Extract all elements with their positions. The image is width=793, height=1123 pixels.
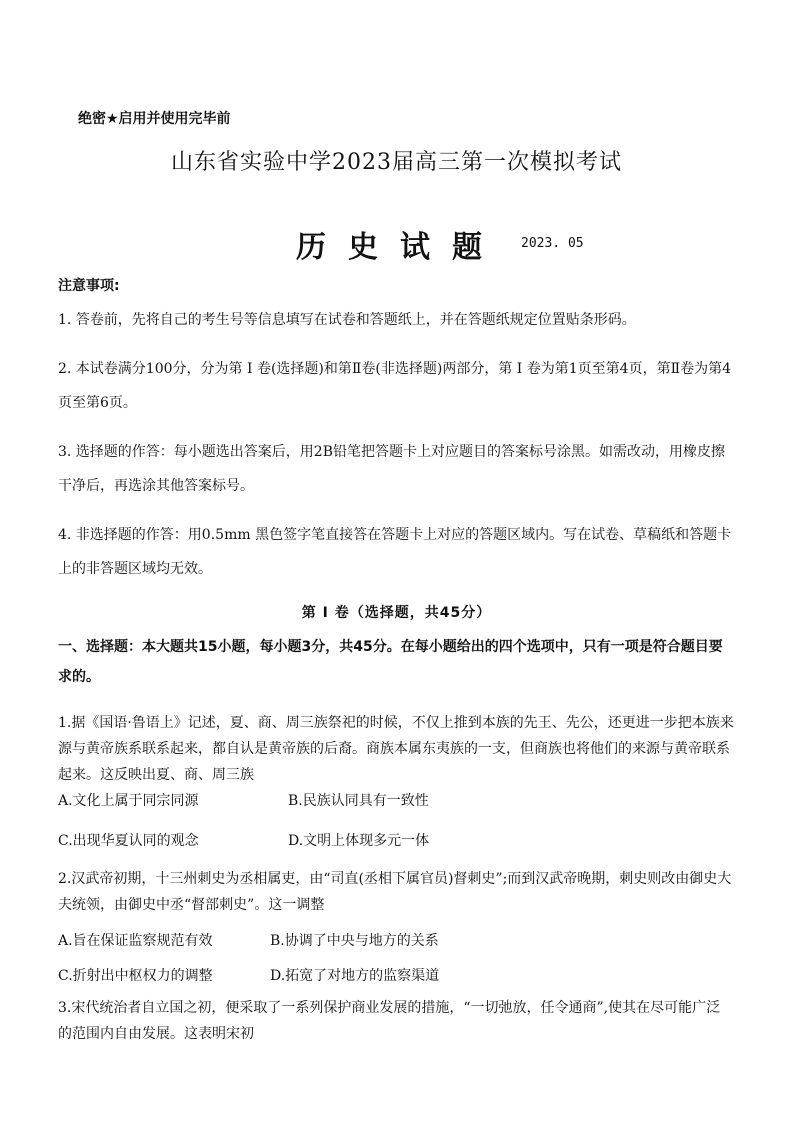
subject-title: 历史试题 xyxy=(296,230,504,265)
exam-date: 2023. 05 xyxy=(521,236,584,251)
section-title: 第 I 卷（选择题，共45分） xyxy=(301,605,492,621)
notice-item: 4. 非选择题的作答：用0.5mm 黑色签字笔直接答在答题卡上对应的答题区域内。写在试卷、草稿纸和答题卡上的非答题区域均无效。 xyxy=(58,527,732,577)
question-stem: 2.汉武帝初期，十三州刺史为丞相属吏，由“司直(丞相下属官员)督刺史”;而到汉武帝晚期，刺史则改由御史大夫统领，由御史中丞“督部刺史”。这一调整 xyxy=(58,871,732,913)
option-d: D.文明上体现多元一体 xyxy=(288,833,430,849)
question-stem: 1.据《国语·鲁语上》记述，夏、商、周三族祭祀的时候，不仅上推到本族的先王、先公，还更进一步把本族来源与黄帝族系联系起来，都自认是黄帝族的后裔。商族本属东夷族的一支，但商族也将他们的来源与黄帝联系起来。这反映出夏、商、周三族 xyxy=(58,715,734,783)
option-d: D.拓宽了对地方的监察渠道 xyxy=(270,968,440,984)
option-a: A.文化上属于同宗同源 xyxy=(58,793,199,809)
question-stem: 3.宋代统治者自立国之初，便采取了一系列保护商业发展的措施，“一切弛放，任令通商”,使其在尽可能广泛的范围内自由发展。这表明宋初 xyxy=(58,1000,721,1042)
notice-item: 1. 答卷前，先将自己的考生号等信息填写在试卷和答题纸上，并在答题纸规定位置贴条形码。 xyxy=(58,312,636,328)
option-a: A.旨在保证监察规范有效 xyxy=(58,933,213,949)
option-b: B.民族认同具有一致性 xyxy=(288,793,429,809)
notice-item: 3. 选择题的作答：每小题选出答案后，用2B铅笔把答题卡上对应题目的答案标号涂黑。如需改动，用橡皮擦干净后，再选涂其他答案标号。 xyxy=(58,444,726,494)
option-c: C.折射出中枢权力的调整 xyxy=(58,968,213,984)
exam-school-title: 山东省实验中学2023届高三第一次模拟考试 xyxy=(171,150,622,175)
section-instruction: 一、选择题：本大题共15小题，每小题3分，共45分。在每小题给出的四个选项中，只有一项是符合题目要求的。 xyxy=(58,639,723,685)
option-b: B.协调了中央与地方的关系 xyxy=(270,933,439,949)
option-c: C.出现华夏认同的观念 xyxy=(58,833,199,849)
notice-heading: 注意事项: xyxy=(58,278,120,294)
notice-item: 2. 本试卷满分100分，分为第 I 卷(选择题)和第Ⅱ卷(非选择题)两部分，第 I 卷为第1页至第4页，第Ⅱ卷为第4页至第6页。 xyxy=(58,361,731,411)
confidential-label: 绝密★启用并使用完毕前 xyxy=(78,111,231,127)
